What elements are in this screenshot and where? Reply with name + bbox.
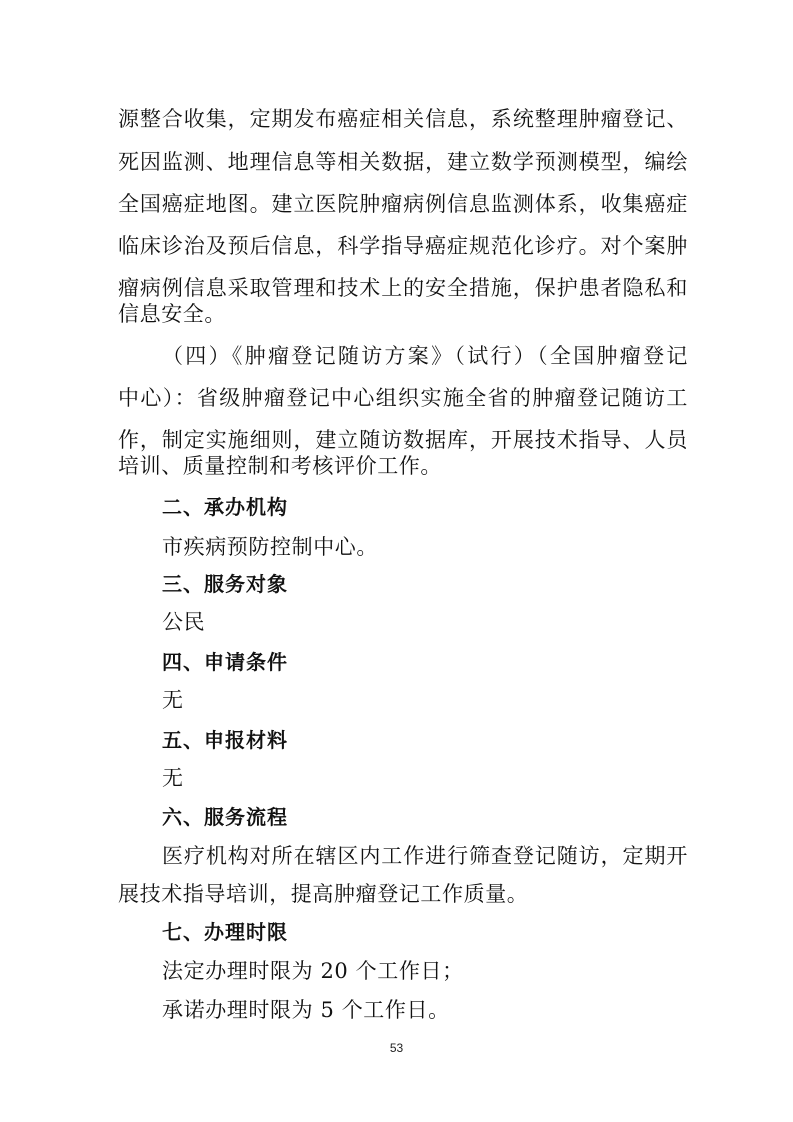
page-number: 53: [389, 1041, 404, 1055]
section-content-time-limit: 承诺办理时限为 5 个工作日。: [162, 998, 450, 1022]
body-text-line: 中心）：省级肿瘤登记中心组织实施全省的肿瘤登记随访工: [118, 386, 688, 410]
body-text-line: 临床诊治及预后信息，科学指导癌症规范化诊疗。对个案肿: [118, 234, 688, 258]
section-content-organizer: 市疾病预防控制中心。: [162, 535, 378, 559]
body-text-line: 瘤病例信息采取管理和技术上的安全措施，保护患者隐私和: [118, 276, 688, 300]
body-text-line: 全国癌症地图。建立医院肿瘤病例信息监测体系，收集癌症: [118, 192, 688, 216]
body-text-line: （四）《肿瘤登记随访方案》（试行）（全国肿瘤登记: [162, 344, 688, 368]
section-heading-conditions: 四、申请条件: [162, 650, 288, 674]
section-heading-service-target: 三、服务对象: [162, 572, 288, 596]
body-text-line: 死因监测、地理信息等相关数据，建立数学预测模型，编绘: [118, 150, 688, 174]
body-text-line: 作，制定实施细则，建立随访数据库，开展技术指导、人员: [118, 428, 688, 452]
section-content-service-target: 公民: [162, 610, 206, 634]
section-content-materials: 无: [162, 766, 184, 790]
section-heading-time-limit: 七、办理时限: [162, 920, 288, 944]
section-content-process: 展技术指导培训，提高肿瘤登记工作质量。: [118, 882, 529, 906]
body-text-line: 信息安全。: [118, 302, 226, 326]
section-content-conditions: 无: [162, 688, 184, 712]
section-heading-materials: 五、申报材料: [162, 728, 288, 752]
section-heading-process: 六、服务流程: [162, 805, 288, 829]
section-content-process: 医疗机构对所在辖区内工作进行筛查登记随访，定期开: [162, 844, 688, 868]
body-text-line: 源整合收集，定期发布癌症相关信息，系统整理肿瘤登记、: [118, 107, 688, 131]
section-heading-organizer: 二、承办机构: [162, 495, 288, 519]
section-content-time-limit: 法定办理时限为 20 个工作日；: [162, 959, 464, 983]
body-text-line: 培训、质量控制和考核评价工作。: [118, 454, 442, 478]
